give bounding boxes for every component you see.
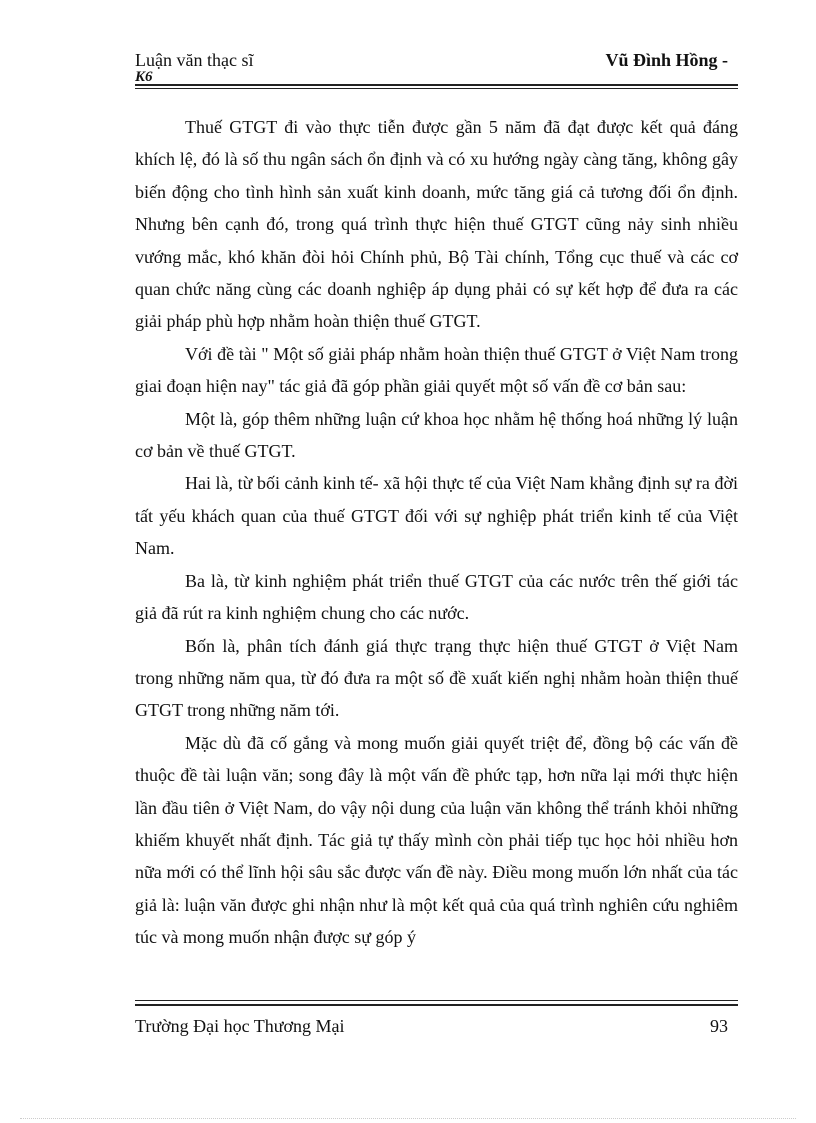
body-text: [135, 111, 738, 954]
paragraph: Ba là, từ kinh nghiệm phát triển thuế GTGT của các nước trên thế giới tác giả đã rút ra kinh nghiệm chung cho các nước.: [135, 570, 738, 624]
paragraph: Mặc dù đã cố gắng và mong muốn giải quyết triệt để, đồng bộ các vấn đề thuộc đề tài luận văn; song đây là một vấn đề phức tạp, hơn nữa lại mới thực hiện lần đầu tiên ở Việt Nam, do vậy nội dung của luận văn không thể tránh khỏi những khiếm khuyết nhất định. Tác giả tự thấy mình còn phải tiếp tục học hỏi nhiều hơn nữa mới có thể lĩnh hội sâu sắc được vấn đề này. Điều mong muốn lớn nhất của tác giả là: luận văn được ghi nhận như là một kết quả của quá trình nghiên cứu nghiêm túc và mong muốn nhận được sự góp ý: [135, 732, 738, 948]
footer-rule-thin: [135, 1000, 738, 1001]
header-left: [135, 50, 253, 84]
course-code: K6: [135, 69, 153, 85]
thesis-type: Luận văn thạc sĩ: [135, 50, 254, 70]
paragraph: Hai là, từ bối cảnh kinh tế- xã hội thực tế của Việt Nam khẳng định sự ra đời tất yếu khách quan của thuế GTGT đối với sự nghiệp phát triển kinh tế của Việt Nam.: [135, 473, 738, 559]
paragraph: Với đề tài " Một số giải pháp nhằm hoàn thiện thuế GTGT ở Việt Nam trong giai đoạn hiện nay" tác giả đã góp phần giải quyết một số vấn đề cơ bản sau:: [135, 343, 738, 397]
paragraph: Bốn là, phân tích đánh giá thực trạng thực hiện thuế GTGT ở Việt Nam trong những năm qua, từ đó đưa ra một số đề xuất kiến nghị nhằm hoàn thiện thuế GTGT trong những năm tới.: [135, 635, 738, 721]
school-name: Trường Đại học Thương Mại: [135, 1016, 345, 1036]
author-name: Vũ Đình Hồng -: [605, 50, 728, 70]
paragraph: Thuế GTGT đi vào thực tiễn được gần 5 năm đã đạt được kết quả đáng khích lệ, đó là số thu ngân sách ổn định và có xu hướng ngày càng tăng, không gây biến động cho tình hình sản xuất kinh doanh, mức tăng giá cả tương đối ổn định. Nhưng bên cạnh đó, trong quá trình thực hiện thuế GTGT cũng nảy sinh nhiều vướng mắc, khó khăn đòi hỏi Chính phủ, Bộ Tài chính, Tổng cục thuế và các cơ quan chức năng cùng các doanh nghiệp áp dụng phải có sự kết hợp để đưa ra các giải pháp phù hợp nhằm hoàn thiện thuế GTGT.: [135, 117, 738, 332]
paragraph: Một là, góp thêm những luận cứ khoa học nhằm hệ thống hoá những lý luận cơ bản về thuế GTGT.: [135, 408, 738, 462]
header-rule: [135, 84, 738, 86]
header-rule-thin: [135, 88, 738, 89]
page-boundary: [20, 1118, 796, 1119]
footer-rule: [135, 1004, 738, 1006]
page-number: 93: [710, 1016, 728, 1036]
